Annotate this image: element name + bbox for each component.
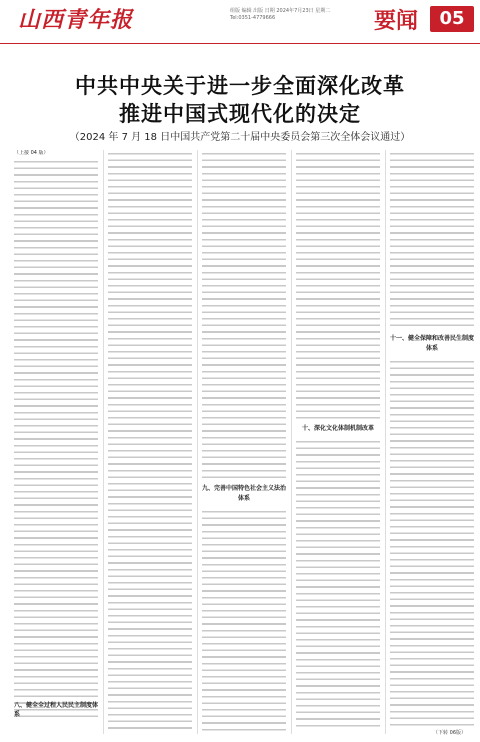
headline-subtitle: （2024 年 7 月 18 日中国共产党第二十届中央委员会第三次全体会议通过） (69, 132, 411, 143)
column-text-placeholder (390, 358, 474, 728)
column-text-placeholder (296, 150, 380, 420)
phone-number: Tel:0351-4779666 (230, 15, 276, 21)
section-head-9: 九、完善中国特色社会主义法治体系 (202, 485, 286, 502)
column-divider (385, 150, 386, 734)
section-head-10: 十、深化文化体制机制改革 (301, 425, 374, 432)
continued-from: （上接 04 版） (14, 150, 49, 156)
article-body (14, 150, 474, 734)
section-head-11: 十一、健全保障和改善民生制度体系 (390, 335, 474, 352)
column-divider (103, 150, 104, 734)
section-head-8-wrap (14, 700, 98, 718)
section-head-8: 八、健全全过程人民民主制度体系 (14, 702, 99, 718)
column-divider (291, 150, 292, 734)
column-text-placeholder (108, 150, 192, 734)
article-column-3 (202, 150, 286, 734)
article-column-4 (296, 150, 380, 734)
column-text-placeholder (14, 158, 98, 718)
newspaper-logo: 山西青年报 (18, 7, 134, 33)
column-text-placeholder (296, 438, 380, 728)
headline-line-1: 中共中央关于进一步全面深化改革 (75, 74, 405, 98)
issue-info: 组版 编辑 出版 日期 2024年7月23日 星期二 (230, 8, 331, 14)
issue-meta (230, 8, 330, 22)
article-column-5 (390, 150, 474, 734)
masthead-rule (0, 43, 480, 44)
column-text-placeholder (202, 150, 286, 480)
section-title: 要闻 (374, 8, 419, 34)
column-text-placeholder (390, 150, 474, 330)
column-text-placeholder (202, 508, 286, 734)
article-column-1 (14, 150, 98, 734)
column-divider (197, 150, 198, 734)
headline-line-2: 推进中国式现代化的决定 (119, 102, 361, 126)
masthead (0, 0, 480, 44)
continued-to: （下转 06版） (433, 730, 466, 736)
page-number: 05 (430, 6, 474, 32)
article-column-2 (108, 150, 192, 734)
